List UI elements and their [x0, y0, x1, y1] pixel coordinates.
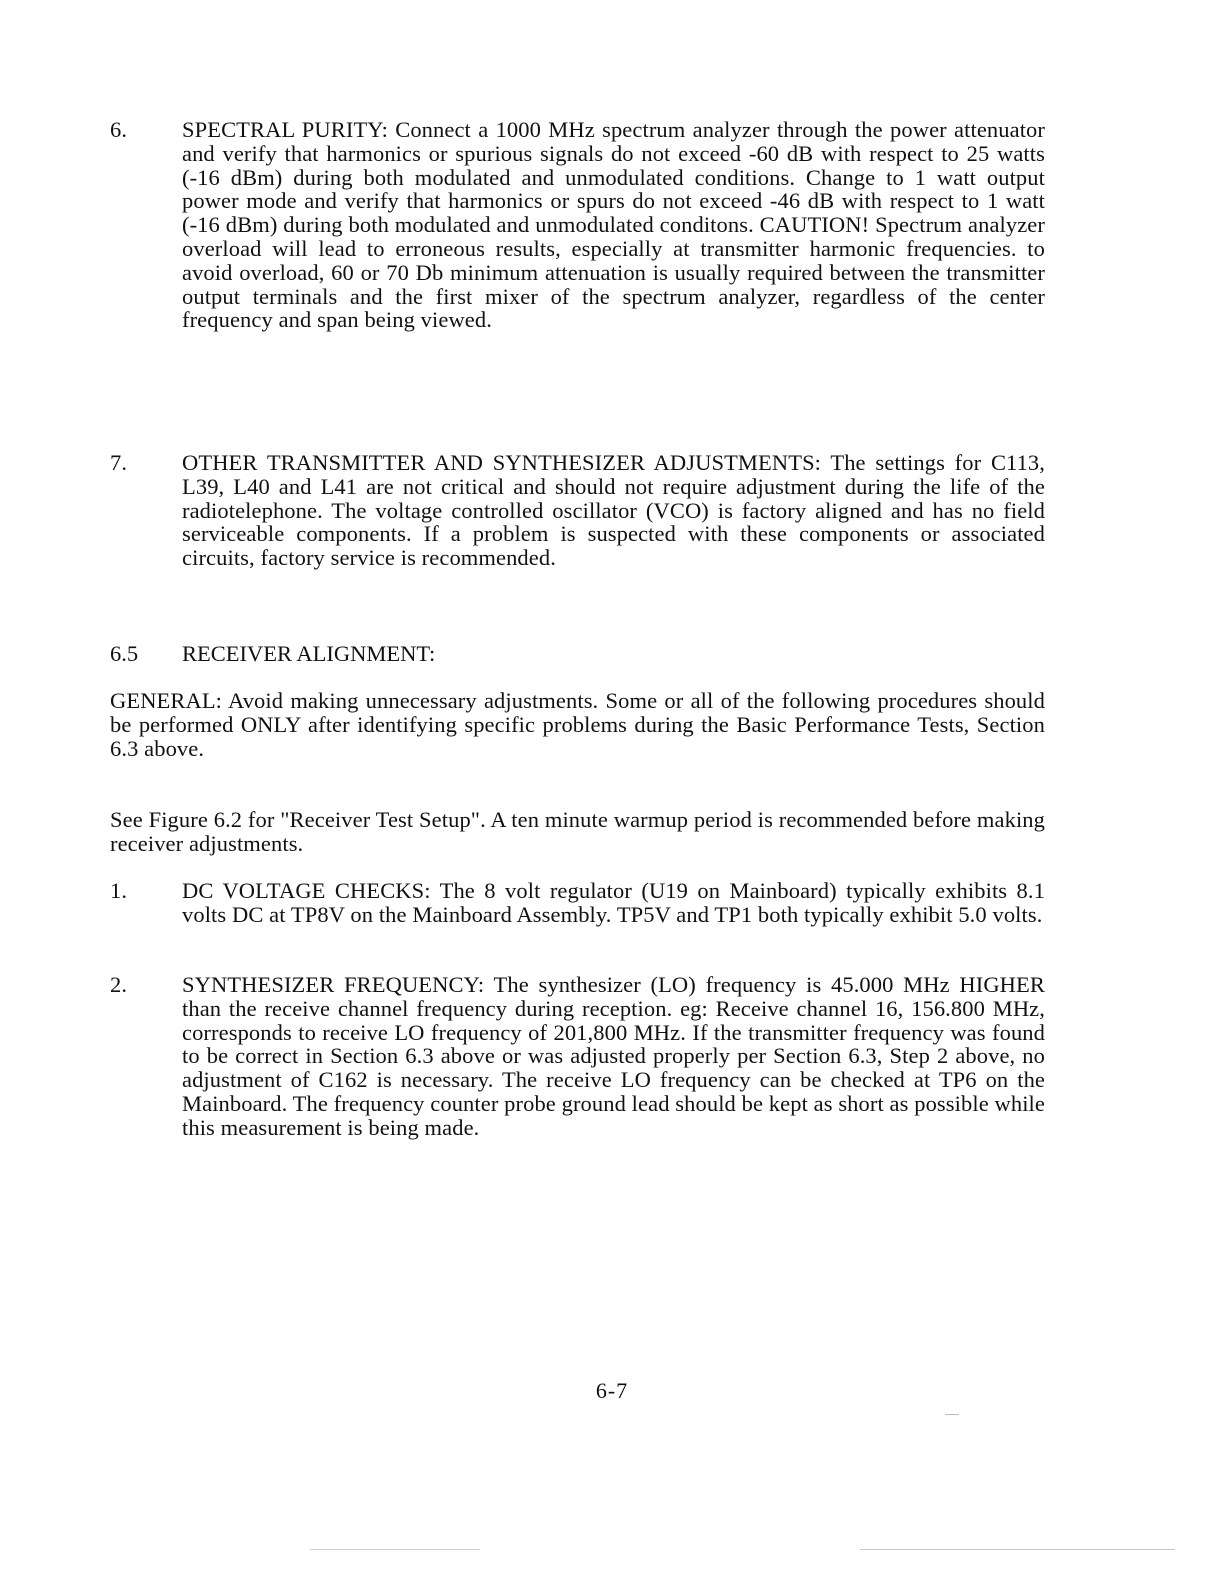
section-number: 6.5 [110, 641, 139, 666]
list-item-text: SYNTHESIZER FREQUENCY: The synthesizer (LO) frequency is 45.000 MHz HIGHER than the receive channel frequency during reception. eg: Receive channel 16, 156.800 MHz, corresponds to receive LO frequency of 201,800 MHz. If the transmitter frequency was found to be correct in Section 6.3 above or was adjusted properly per Section 6.3, Step 2 above, no adjustment of C162 is necessary. The receive LO frequency can be checked at TP6 on the Mainboard. The frequency counter probe ground lead should be kept as short as possible while this measurement is being made. [182, 972, 1045, 1140]
scan-speck [310, 1549, 480, 1550]
page-number: 6-7 [595, 1378, 629, 1403]
list-item-number: 7. [110, 450, 128, 475]
list-item-number: 2. [110, 972, 128, 997]
list-item-number: 1. [110, 878, 128, 903]
list-item-text: DC VOLTAGE CHECKS: The 8 volt regulator (U19 on Mainboard) typically exhibits 8.1 volts DC at TP8V on the Mainboard Assembly. TP5V and TP1 both typically exhibit 5.0 volts. [182, 878, 1045, 927]
see-figure-paragraph: See Figure 6.2 for "Receiver Test Setup". A ten minute warmup period is recommended before making receiver adjustments. [110, 807, 1045, 856]
scan-speck [860, 1549, 1175, 1550]
list-item-spectral-purity [110, 118, 1045, 332]
list-item-number: 6. [110, 117, 128, 142]
general-paragraph: GENERAL: Avoid making unnecessary adjustments. Some or all of the following procedures should be performed ONLY after identifying specific problems during the Basic Performance Tests, Section 6.3 above. [110, 688, 1045, 761]
list-item-text: OTHER TRANSMITTER AND SYNTHESIZER ADJUSTMENTS: The settings for C113, L39, L40 and L41 are not critical and should not require adjustment during the life of the radiotelephone. The voltage controlled oscillator (VCO) is factory aligned and has no field serviceable components. If a problem is suspected with these components or associated circuits, factory service is recommended. [182, 450, 1045, 571]
list-item-dc-voltage-checks [110, 879, 1045, 927]
list-item-synthesizer-frequency [110, 973, 1045, 1140]
section-heading [110, 642, 435, 666]
list-item-text: SPECTRAL PURITY: Connect a 1000 MHz spectrum analyzer through the power attenuator and verify that harmonics or spurious signals do not exceed -60 dB with respect to 25 watts (-16 dBm) during both modulated and unmodulated conditions. Change to 1 watt output power mode and verify that harmonics or spurs do not exceed -46 dB with respect to 1 watt (-16 dBm) during both modulated and unmodulated conditons. CAUTION! Spectrum analyzer overload will lead to erroneous results, especially at transmitter harmonic frequencies. to avoid overload, 60 or 70 Db minimum attenuation is usually required between the transmitter output terminals and the first mixer of the spectrum analyzer, regardless of the center frequency and span being viewed. [182, 117, 1045, 333]
section-title: RECEIVER ALIGNMENT: [182, 641, 436, 666]
list-item-other-adjustments [110, 451, 1045, 570]
scan-speck [945, 1414, 959, 1415]
